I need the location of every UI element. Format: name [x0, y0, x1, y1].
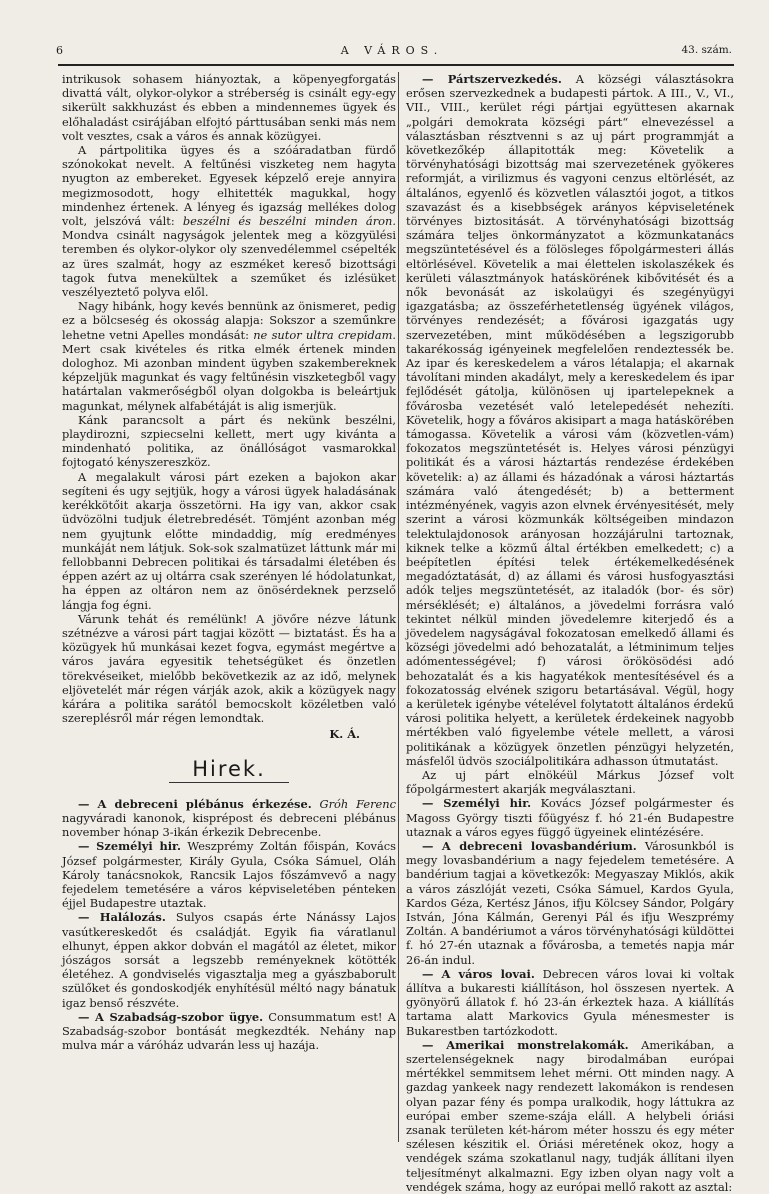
news-item: Az uj párt elnökéül Márkus József volt főpolgármestert akarják megválasztani. — [406, 767, 734, 797]
article-paragraph: A megalakult városi párt ezeken a bajokon akar segíteni és ugy sejtjük, hogy a városi ügyek haladásának kerékkötőit akarja összetörni. Ha igy van, akkor csak üdvözölni tudjuk életrebredését. Tömjént azonban még nem gyujtunk előtte mindaddig, míg eredményes munkáját nem látjuk. Sok-sok szalmatüzet láttunk már mi fellobbanni Debrecen politikai és társadalmi életében és éppen azért az uj oltárra csak szerényen lé hódolatunkat, ha éppen az oltáron nem az önösérdeknek perzselő lángja fog égni. — [62, 469, 396, 612]
article-paragraph: A pártpolitika ügyes és a szóáradatban fürdő szónokokat nevelt. A feltűnési viszketeg nem hagyta nyugton az embereket. Egyesek képzelő ereje annyira megizmosodott, hogy elhitették magukkal, hogy mindenhez értenek. A lényeg és igazság mellékes dolog volt, jelszóvá vált: beszélni és beszélni minden áron. Mondva csinált nagyságok jelentek meg a közgyülési teremben és olykor-olykor oly szenvedélemmel csépelték az üres szalmát, hogy az eszméket kereső bizottsági tagok futva menekültek a szeműket és izlésüket veszélyeztető polyva elől. — [62, 143, 396, 300]
article-paragraph: Kánk parancsolt a párt és nekünk beszélni, playdirozni, szpiecselni kellett, mert ugy kivánta a mindenható politika, az önállóságot vasmarokkal fojtogató kényszereszköz. — [62, 412, 396, 470]
page-number: 6 — [56, 44, 65, 57]
news-item: — Amerikai monstrelakomák. Amerikában, a szertelenségeknek nagy birodalmában európai mértékkel semmitsem lehet mérni. Ott minden nagy. A gazdag yankeek nagy rendezett lakomákon is rendesen olyan pazar fény és pompa uralkodik, hogy láttukra az európai ember szeme-szája eláll. A helybeli óriási zsanak területen két-három méter hosszu és egy méter szélesen készitik el. Óriási méretének okoz, hogy a vendégek száma szokatlanul nagy, tudják állítani ilyen teljesítményt alkalmazni. Egy izben olyan nagy volt a vendégek száma, hogy az európai mellő rakott az asztal: — [406, 1037, 735, 1194]
article-paragraph: Várunk tehát és remélünk! A jövőre nézve látunk szétnézve a városi párt tagjai között — biztatást. És ha a közügyek hű munkásai kezet fogva, egymást megértve a város javára egyesitik tehetségüket és önzetlen törekvéseiket, mielőbb bekövetkezik az az idő, melynek eljövetelét már régen várják azok, akik a közügyek nagy kárára a politika sarától bemocskolt közéletben való szereplésről már régen lemondtak. — [62, 611, 396, 726]
author-signature: K. Á. — [329, 727, 360, 742]
news-item: — A debreceni lovasbandérium. Városunkból is megy lovasbandérium a nagy fejedelem temetésére. A bandérium tagjai a következők: Megyaszay Miklós, akik a város zászlóját vezeti, Csóka Sámuel, Kardos Gyula, Kardos Géza, Kertész János, ifju Kölcsey Sándor, Polgáry István, Jóna Kálmán, Gerenyi Pál és ifju Weszprémy Zoltán. A bandériumot a város törvényhatósági küldöttei f. hó 27-én utaznak a fővárosba, a temetés napja már 26-án indul. — [406, 838, 734, 967]
news-item: — Halálozás. Sulyos csapás érte Nánássy Lajos vasútkereskedőt és családját. Egyik fia váratlanul elhunyt, éppen akkor dobván el magától az életet, mikor jószágos sorsát a legszebb reményeknek kötötték életéhez. A gondviselés vigasztalja meg a gyászbaborult szülőket és gondoskodjék enyhítésül méltó nagy bánatuk igaz benső részvéte. — [62, 910, 397, 1010]
issue-number: 43. szám. — [681, 44, 732, 56]
section-title: Hirek. — [62, 762, 396, 783]
news-item: — Pártszervezkedés. A községi választásokra erősen szervezkednek a budapesti pártok. A III., V., VI., VII., VIII., kerület régi pártjai együttesen akarnak „polgári demokrata községi párt“ elnevezéssel a választásban résztvenni s az uj párt programmját a következőkép állapitották meg: Követelik a törvényhatósági bizottság mai szervezetének gyökeres reformját, a virilizmus és vagyoni cenzus eltörlését, az általános, egyenlő és közvetlen választói jogot, a titkos szavazást és a kisebbségek arányos képviseletének törvényes biztositását. A törvényhatósági bizottság számára teljes önkormányzatot a közmunkatanács megszüntetésével és a fölösleges főpolgármesteri állás eltörlésével. Követelik a mai élettelen iskolaszékek és kerületi választmányok hatáskörének kibővitését és a nők bevonását az iskolaügyi és szegényügyi igazgatásba; az összeférhetetlenség ügyének világos, törvényes rendezését; a fővárosi igazgatás ugy szervezetében, mint működésében a legszigorubb takarékosság igényeinek megfelelően rendeztessék be. Az ipar és kereskedelem a város létalapja; el akarnak távolítani minden akadályt, mely a kereskedelem és ipar fejlődését gátolja, különösen uj ipartelepeknek a fővárosba vezetését való letelepedését nehezíti. Követelik, hogy a főváros akisipart a maga hatáskörében támogassa. Követelik a városi vám (közvetlen-vám) fokozatos megszüntetését is. Helyes városi pénzügyi politikát és a városi háztartás rendezése érdekében követelik: a) az állami és házadónak a városi háztartás számára való átengedését; b) a betterment intézményének, vagyis azon elvnek érvényesitését, mely szerint a városi közmunkák költségeiben mindazon telektulajdonosok arányosan hozzájárulni tartoznak, kiknek telke a közmű által értékben emelkedett; c) a beépítetlen építési telek értékemelkedésének megadóztatását, d) az állami és városi husfogyasztási adók teljes megszüntetését, az italadók (bor- és sör) mérséklését; e) általános, a jövedelmi forrásra való tekintet nélkül minden jövedelemre kiterjedő és a jövedelem nagyságával fokozatosan emelkedő állami és községi jövedelmi adó behozatalát, a létminimum teljes adómentességével; f) városi örökösödési adó behozatalát és a kis hagyatékok mentesítésével és a fokozatosság elvének szigoru betartásával. Végül, hogy a kerületek igénybe vételével folytatott általános érdekű városi politika helyett, a kerületek érdekeinek nagyobb mértékben való figyelembe vétele mellett, a városi politikának a közügyek önzetlen pénzügyi helyzetén, másfelől üdvös szociálpolitikára adhasson útmutatást. — [406, 72, 735, 768]
left-column — [62, 72, 396, 1157]
article-paragraph: intrikusok sohasem hiányoztak, a köpenyegforgatás divattá vált, olykor-olykor a stréberség is csinált egy-egy sikerült sakkhuzást és ebben a mindennemes ügyek és előhaladást csirájában elfojtó párttusában senki más nem volt vesztes, csak a város és annak közügyei. — [62, 72, 396, 143]
news-item: — A Szabadság-szobor ügye. Consummatum est! A Szabadság-szobor bontását megkezdték. Nehány nap mulva már a váróház udvarán less uj hazája. — [62, 1009, 396, 1053]
news-item: — Személyi hir. Weszprémy Zoltán főispán, Kovács József polgármester, Király Gyula, Csóka Sámuel, Oláh Károly tanácsnokok, Rancsik Lajos főszámvevő a nagy fejedelem temetésére a város képviseletében pénteken éjjel Budapestre utaztak. — [62, 839, 396, 911]
page-header — [52, 44, 732, 62]
column-divider — [398, 72, 399, 1142]
news-item: — Személyi hir. Kovács József polgármester és Magoss György tiszti főügyész f. hó 21-én Budapestre utaznak a város egyes függő ügyeinek elintézésére. — [406, 796, 734, 839]
news-item: — A város lovai. Debrecen város lovai ki voltak állítva a bukaresti kiállításon, hol összesen nyertek. A gyönyörű állatok f. hó 23-án érkeztek haza. A kiállítás tartama alatt Markovics Gyula ménesmester is Bukarestben tartózkodott. — [406, 966, 734, 1038]
news-item: — A debreceni plébánus érkezése. Gróh Ferenc nagyváradi kanonok, kisprépost és debreceni plébánus november hónap 3-ikán érkezik Debrecenbe. — [62, 796, 396, 840]
newspaper-title: A VÁROS. — [340, 44, 444, 57]
header-rule — [58, 64, 734, 66]
right-column — [406, 72, 735, 1194]
article-paragraph: Nagy hibánk, hogy kevés bennünk az önismeret, pedig ez a bölcseség és okosság alapja: Sokszor a szeműnkre lehetne vetni Apelles mondását: ne sutor ultra crepidam. Mert csak kivételes és ritka elmék értenek minden dologhoz. Mi azonban mindent ügyben szakembereknek képzeljük magunkat és vagy feltűnésin viszketegből vagy határtalan vakmerőségből olyan dolgokba is beleártjuk magunkat, mélynek alfabétáját is alig ismerjük. — [62, 299, 396, 413]
